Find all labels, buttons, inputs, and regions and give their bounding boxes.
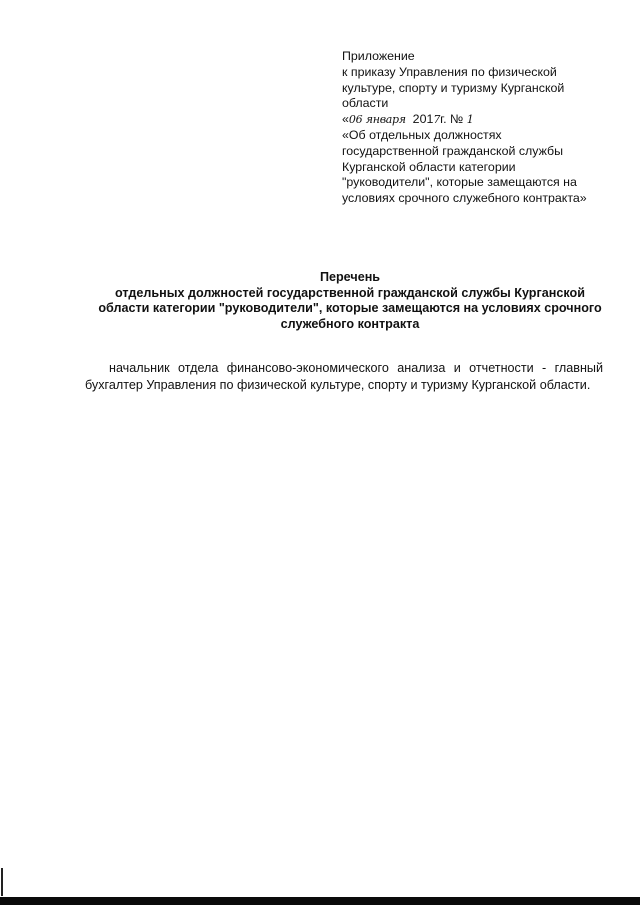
appendix-line: к приказу Управления по физической bbox=[342, 64, 557, 79]
appendix-line: области bbox=[342, 96, 389, 111]
title-line: отдельных должностей государственной гражданской службы Курганской bbox=[115, 285, 585, 300]
appendix-subject-line: Курганской области категории bbox=[342, 159, 516, 174]
scan-edge-mark bbox=[1, 868, 3, 896]
appendix-subject-line: условиях срочного служебного контракта» bbox=[342, 191, 587, 206]
order-date-line bbox=[342, 112, 634, 128]
appendix-line: культуре, спорту и туризму Курганской bbox=[342, 80, 565, 95]
appendix-heading: Приложение bbox=[342, 49, 415, 63]
scan-bottom-border bbox=[0, 897, 640, 905]
date-month-handwritten: января bbox=[365, 113, 406, 127]
order-number-handwritten: 1 bbox=[466, 113, 474, 127]
date-day-handwritten: 06 bbox=[348, 113, 363, 127]
appendix-subject-line: «Об отдельных должностях bbox=[342, 127, 502, 142]
date-year-handwritten: 7 bbox=[433, 113, 441, 127]
document-title bbox=[60, 270, 640, 332]
title-line: служебного контракта bbox=[280, 316, 420, 331]
body-line: бухгалтер Управления по физической культуре, спорту и туризму Курганской области. bbox=[85, 378, 591, 392]
body-line: начальник отдела финансово-экономического анализа и отчетности - главный bbox=[109, 361, 603, 375]
title-line: области категории "руководители", которые замещаются на условиях срочного bbox=[98, 301, 602, 316]
appendix-subject-line: государственной гражданской службы bbox=[342, 143, 564, 158]
date-year-prefix: 201 bbox=[412, 112, 434, 127]
title-heading: Перечень bbox=[319, 270, 381, 284]
position-list-item bbox=[85, 360, 603, 394]
date-suffix: г. № bbox=[440, 112, 464, 127]
appendix-block bbox=[342, 49, 634, 207]
date-open-quote: « bbox=[342, 112, 349, 127]
appendix-subject-line: "руководители", которые замещаются на bbox=[342, 175, 577, 190]
